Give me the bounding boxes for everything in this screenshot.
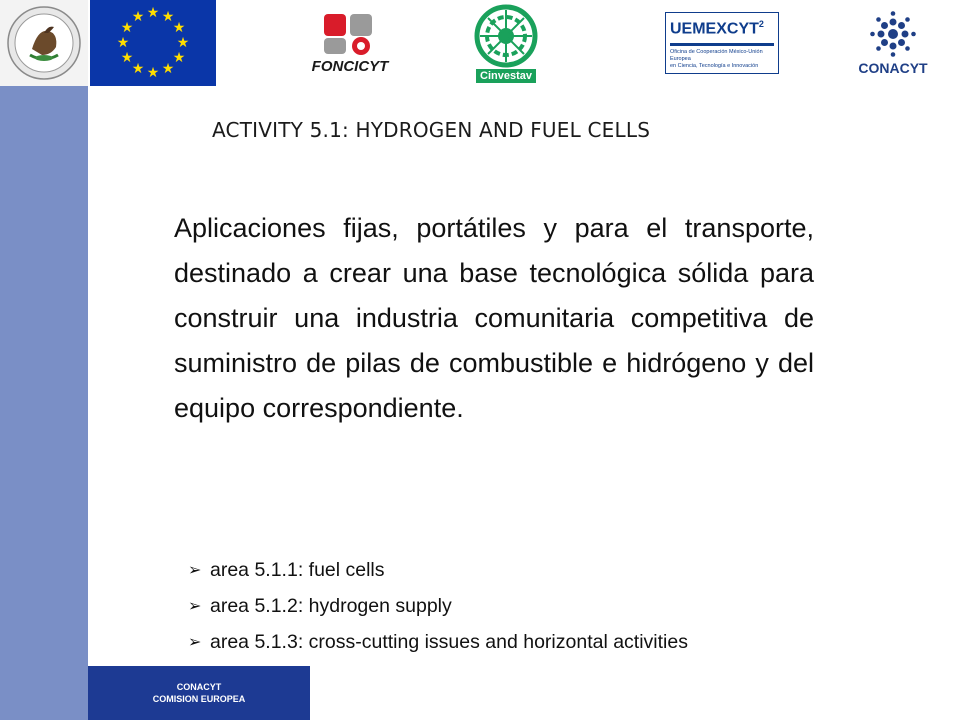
foncicyt-mark-icon xyxy=(320,12,380,56)
svg-text:★: ★ xyxy=(161,61,175,77)
cinvestav-emblem-icon xyxy=(474,4,538,68)
svg-text:★: ★ xyxy=(146,65,160,81)
foncicyt-logo xyxy=(300,0,400,86)
bullet-text: area 5.1.1: fuel cells xyxy=(210,558,385,581)
conacyt-text: CONACYT xyxy=(858,59,928,76)
svg-text:★: ★ xyxy=(176,35,190,51)
bullet-text: area 5.1.3: cross-cutting issues and horizontal activities xyxy=(210,630,688,653)
svg-text:★: ★ xyxy=(131,61,145,77)
uemexcyt-subtitle-1: Oficina de Cooperación México-Unión Europea xyxy=(670,49,763,62)
list-item xyxy=(188,552,688,588)
conacyt-dots-icon xyxy=(870,11,916,57)
arrow-bullet-icon: ➢ xyxy=(188,634,202,651)
eu-flag-logo xyxy=(90,0,216,86)
arrow-bullet-icon: ➢ xyxy=(188,598,202,615)
logo-header xyxy=(0,0,960,86)
mexico-seal-logo xyxy=(0,0,88,86)
mexico-seal-icon xyxy=(4,3,84,83)
svg-text:★: ★ xyxy=(120,50,134,66)
bullet-list xyxy=(188,552,688,660)
conacyt-logo xyxy=(850,0,936,86)
left-sidebar xyxy=(0,86,88,720)
list-item xyxy=(188,624,688,660)
footer-line-2: COMISION EUROPEA xyxy=(152,694,246,704)
svg-text:★: ★ xyxy=(161,9,175,25)
list-item xyxy=(188,588,688,624)
uemexcyt-sup: 2 xyxy=(758,19,764,29)
svg-text:★: ★ xyxy=(172,20,186,36)
foncicyt-text: FONCICYT xyxy=(311,57,389,75)
svg-text:★: ★ xyxy=(172,50,186,66)
svg-text:★: ★ xyxy=(131,9,145,25)
eu-stars-icon xyxy=(90,0,216,86)
arrow-bullet-icon: ➢ xyxy=(188,562,202,579)
footer-line-1: CONACYT xyxy=(176,682,222,692)
slide-body-text: Aplicaciones fijas, portátiles y para el transporte, destinado a crear una base tecnológica sólida para construir una industria comunitaria competitiva de suministro de pilas de combustible e hidrógeno y del equipo correspondiente. xyxy=(174,213,814,423)
footer-box xyxy=(88,666,310,720)
uemexcyt-logo xyxy=(664,0,780,86)
svg-text:★: ★ xyxy=(146,5,160,21)
uemexcyt-subtitle-2: en Ciencia, Tecnología e Innovación xyxy=(670,63,759,69)
bullet-text: area 5.1.2: hydrogen supply xyxy=(210,594,452,617)
cinvestav-logo xyxy=(466,0,546,86)
svg-text:★: ★ xyxy=(120,20,134,36)
cinvestav-text: Cinvestav xyxy=(476,69,536,83)
svg-text:★: ★ xyxy=(116,35,130,51)
slide-title: ACTIVITY 5.1: HYDROGEN AND FUEL CELLS xyxy=(212,118,651,142)
uemexcyt-text: UEMEXCYT xyxy=(670,20,759,38)
